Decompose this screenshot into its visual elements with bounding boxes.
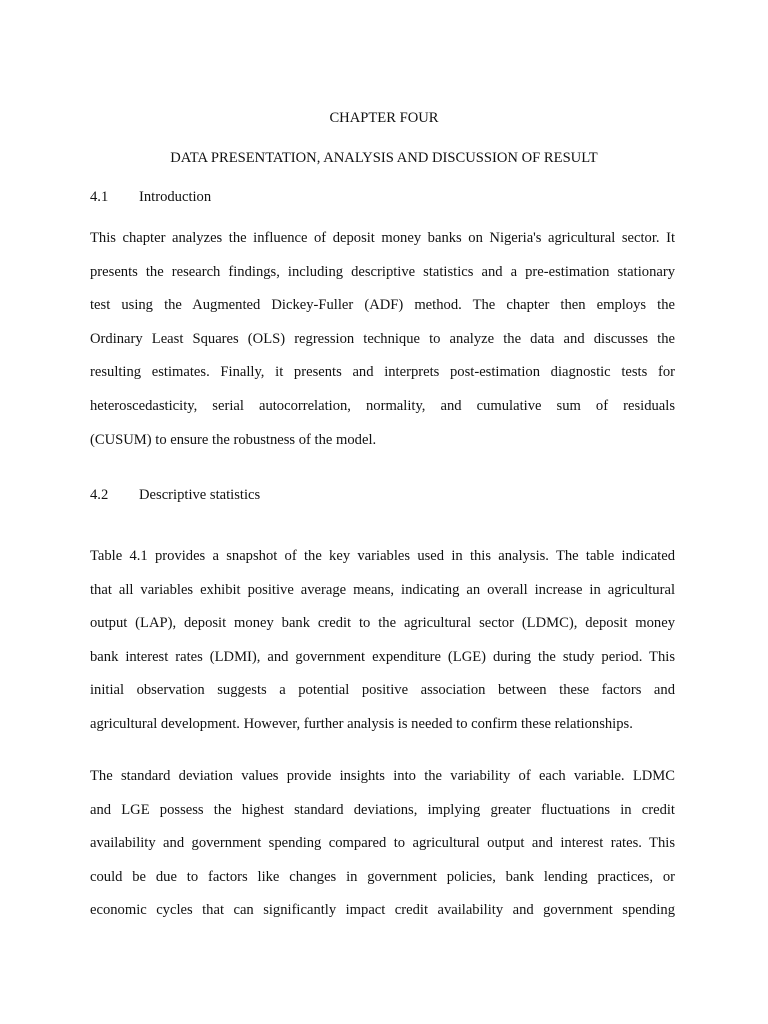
section-number: 4.1	[90, 189, 109, 205]
text-line: availability and government spending compared to agricultural output and interest rates. This	[90, 835, 675, 852]
text-line: This chapter analyzes the influence of deposit money banks on Nigeria's agricultural sector. It	[90, 230, 675, 246]
text-line: could be due to factors like changes in government policies, bank lending practices, or	[90, 868, 675, 885]
section-number: 4.2	[90, 487, 109, 503]
text-line: resulting estimates. Finally, it presents and interprets post-estimation diagnostic tests for	[90, 364, 675, 381]
section-title: Introduction	[139, 189, 212, 205]
text-line: economic cycles that can significantly impact credit availability and government spending	[90, 902, 675, 919]
text-line: test using the Augmented Dickey-Fuller (ADF) method. The chapter then employs the	[90, 297, 675, 314]
text-line: Table 4.1 provides a snapshot of the key variables used in this analysis. The table indicated	[90, 548, 675, 564]
section-heading-introduction	[90, 188, 211, 206]
text-line: that all variables exhibit positive average means, indicating an overall increase in agricultural	[90, 581, 675, 598]
section-heading-descriptive-statistics	[90, 486, 260, 504]
text-line: The standard deviation values provide insights into the variability of each variable. LDMC	[90, 768, 675, 784]
text-line: heteroscedasticity, serial autocorrelation, normality, and cumulative sum of residuals	[90, 397, 675, 414]
text-line: and LGE possess the highest standard deviations, implying greater fluctuations in credit	[90, 801, 675, 818]
paragraph-table-summary	[90, 547, 675, 749]
chapter-title: CHAPTER FOUR	[329, 110, 439, 126]
chapter-subtitle: DATA PRESENTATION, ANALYSIS AND DISCUSSION OF RESULT	[170, 150, 598, 166]
paragraph-introduction	[90, 229, 675, 464]
text-line: (CUSUM) to ensure the robustness of the model.	[90, 431, 377, 448]
text-line: agricultural development. However, further analysis is needed to confirm these relationships.	[90, 715, 633, 732]
text-line: presents the research findings, including descriptive statistics and a pre-estimation stationary	[90, 263, 675, 280]
text-line: output (LAP), deposit money bank credit to the agricultural sector (LDMC), deposit money	[90, 615, 675, 632]
text-line: bank interest rates (LDMI), and government expenditure (LGE) during the study period. This	[90, 648, 675, 665]
paragraph-standard-deviation	[90, 767, 675, 935]
text-line: initial observation suggests a potential positive association between these factors and	[90, 682, 675, 699]
text-line: Ordinary Least Squares (OLS) regression technique to analyze the data and discusses the	[90, 330, 675, 347]
section-title: Descriptive statistics	[139, 487, 261, 503]
